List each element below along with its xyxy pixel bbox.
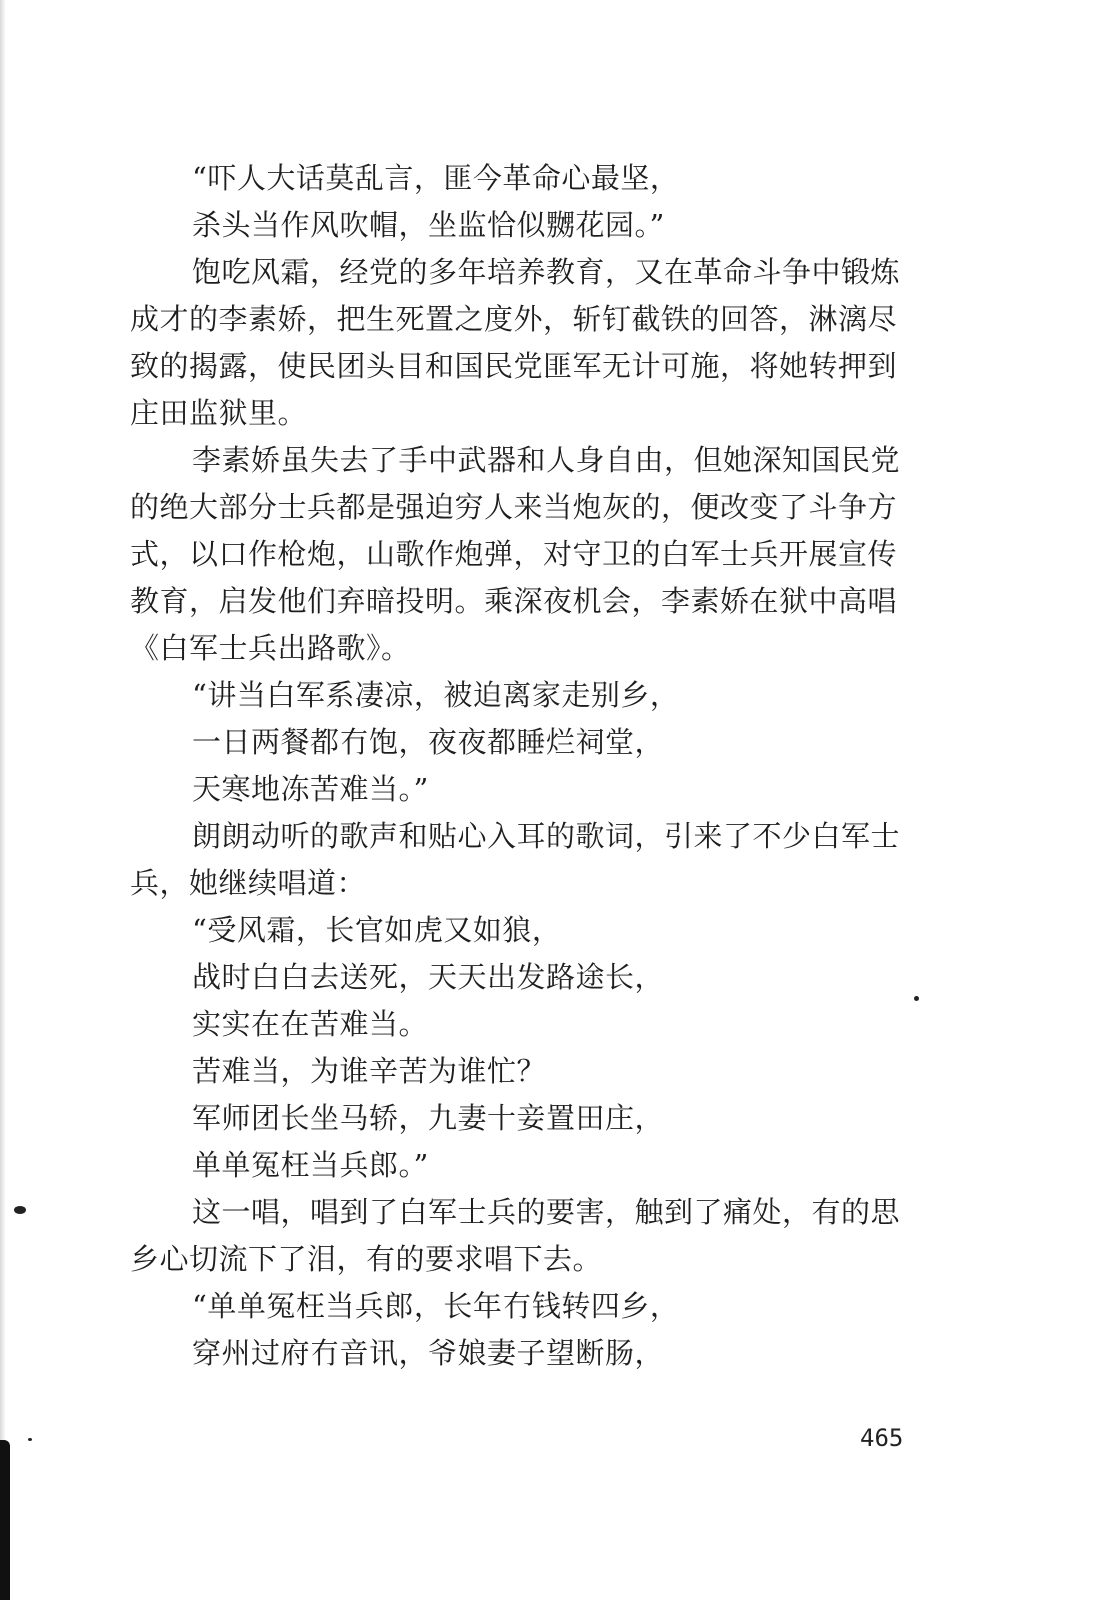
scan-speck <box>28 1438 32 1441</box>
paragraph-line: 乡心切流下了泪，有的要求唱下去。 <box>130 1242 603 1276</box>
paragraph-line: 致的揭露，使民团头目和国民党匪军无计可施，将她转押到 <box>130 349 898 383</box>
paragraph-line: 教育，启发他们弃暗投明。乘深夜机会，李素娇在狱中高唱 <box>130 584 898 618</box>
verse-line: 杀头当作风吹帽，坐监恰似嬲花园。” <box>192 208 665 242</box>
paragraph-line: 朗朗动听的歌声和贴心入耳的歌词，引来了不少白军士 <box>192 819 901 853</box>
paragraph-line: 庄田监狱里。 <box>130 396 308 430</box>
verse-line: 军师团长坐马轿，九妻十妾置田庄， <box>192 1101 665 1135</box>
paragraph-line: 《白军士兵出路歌》。 <box>130 631 411 665</box>
verse-line: 苦难当，为谁辛苦为谁忙？ <box>192 1054 547 1088</box>
verse-line: 单单冤枉当兵郎。” <box>192 1148 429 1182</box>
book-page-text <box>130 155 980 1377</box>
paragraph-line: 兵，她继续唱道： <box>130 866 367 900</box>
paragraph-line: 式，以口作枪炮，山歌作炮弹，对守卫的白军士兵开展宣传 <box>130 537 898 571</box>
verse-line: “受风霜，长官如虎又如狼， <box>192 913 562 947</box>
verse-line: “单单冤枉当兵郎，长年冇钱转四乡， <box>192 1289 680 1323</box>
verse-line: 战时白白去送死，天天出发路途长， <box>192 960 665 994</box>
page-binding-shadow <box>0 1440 10 1600</box>
paragraph-line: 的绝大部分士兵都是强迫穷人来当炮灰的，便改变了斗争方 <box>130 490 898 524</box>
paragraph-line: 李素娇虽失去了手中武器和人身自由，但她深知国民党 <box>192 443 901 477</box>
verse-line: 实实在在苦难当。 <box>192 1007 429 1041</box>
paragraph-line: 这一唱，唱到了白军士兵的要害，触到了痛处，有的思 <box>192 1195 901 1229</box>
page-number: 465 <box>860 1424 904 1452</box>
verse-line: “吓人大话莫乱言，匪今革命心最坚， <box>192 161 680 195</box>
verse-line: 天寒地冻苦难当。” <box>192 772 429 806</box>
page-left-edge-shadow <box>0 0 6 1600</box>
paragraph-line: 成才的李素娇，把生死置之度外，斩钉截铁的回答，淋漓尽 <box>130 302 898 336</box>
verse-line: “讲当白军系凄凉，被迫离家走别乡， <box>192 678 680 712</box>
verse-line: 一日两餐都冇饱，夜夜都睡烂祠堂， <box>192 725 665 759</box>
verse-line: 穿州过府冇音讯，爷娘妻子望断肠， <box>192 1336 665 1370</box>
scan-speck <box>14 1206 26 1214</box>
paragraph-line: 饱吃风霜，经党的多年培养教育，又在革命斗争中锻炼 <box>192 255 901 289</box>
